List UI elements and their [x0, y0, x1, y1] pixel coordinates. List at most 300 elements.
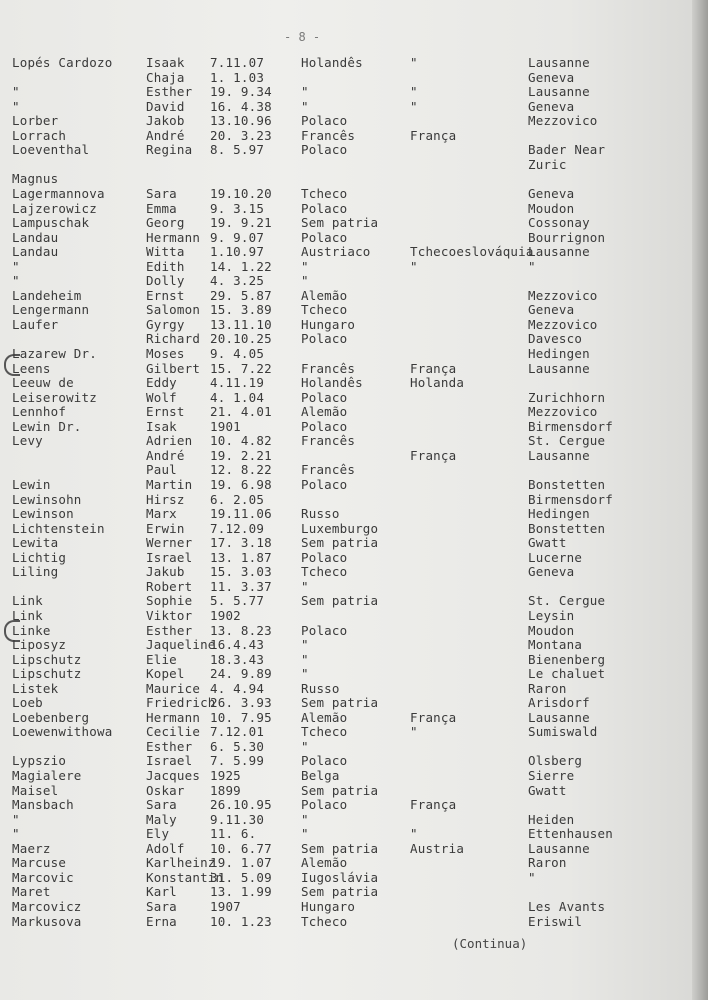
cell-name: Lewita	[12, 535, 59, 551]
list-row	[0, 187, 700, 201]
list-row	[0, 100, 700, 114]
list-row	[0, 885, 700, 899]
cell-first: Gyrgy	[146, 316, 185, 332]
list-row	[0, 856, 700, 870]
cell-date: 1902	[210, 607, 241, 623]
cell-place: Ettenhausen	[528, 826, 613, 842]
cell-date: 10. 4.82	[210, 433, 272, 449]
list-row	[0, 434, 700, 448]
cell-place: Eriswil	[528, 913, 583, 929]
cell-name: Loewenwithowa	[12, 724, 113, 740]
cell-date: 15. 7.22	[210, 360, 272, 376]
cell-first: Erna	[146, 913, 177, 929]
cell-first: Salomon	[146, 302, 201, 318]
cell-nat: Polaco	[301, 200, 348, 216]
cell-first: Hermann	[146, 229, 201, 245]
cell-date: 5. 5.77	[210, 593, 265, 609]
list-row	[0, 507, 700, 521]
cell-date: 10. 1.23	[210, 913, 272, 929]
cell-date: 26. 3.93	[210, 695, 272, 711]
cell-date: 1. 1.03	[210, 69, 265, 85]
cell-place: Cossonay	[528, 215, 590, 231]
cell-date: 11. 3.37	[210, 578, 272, 594]
cell-name: Lajzerowicz	[12, 200, 97, 216]
cell-nat: "	[301, 258, 309, 274]
cell-first: Robert	[146, 578, 193, 594]
page-number: - 8 -	[284, 30, 321, 44]
list-row	[0, 245, 700, 259]
cell-date: 21. 4.01	[210, 404, 272, 420]
list-row	[0, 580, 700, 594]
cell-date: 15. 3.03	[210, 564, 272, 580]
cell-place: Raron	[528, 855, 567, 871]
cell-nat: Polaco	[301, 229, 348, 245]
cell-place: Olsberg	[528, 753, 583, 769]
cell-name: Magnus	[12, 171, 59, 187]
cell-nat: Belga	[301, 768, 340, 783]
cell-nat: Polaco	[301, 331, 348, 347]
cell-name: Markusova	[12, 913, 82, 929]
cell-date: 19.10.20	[210, 186, 272, 201]
cell-name: Lennhof	[12, 404, 67, 420]
cell-via: Austria	[410, 840, 465, 856]
cell-date: 7. 5.99	[210, 753, 265, 769]
list-row	[0, 172, 700, 186]
cell-date: 1925	[210, 768, 241, 783]
cell-first: Karlheinz	[146, 855, 216, 871]
cell-name: Lengermann	[12, 302, 90, 318]
cell-date: 13. 8.23	[210, 622, 272, 638]
cell-nat: Polaco	[301, 797, 348, 813]
cell-first: Emma	[146, 200, 177, 216]
cell-nat: Alemão	[301, 709, 348, 725]
cell-name: Marcuse	[12, 855, 67, 871]
cell-first: Gilbert	[146, 360, 201, 376]
cell-nat: Austriaco	[301, 244, 371, 260]
cell-name: Leeuw de	[12, 375, 74, 391]
cell-first: Marx	[146, 506, 177, 522]
cell-nat: Sem patria	[301, 215, 379, 231]
list-row	[0, 420, 700, 434]
cell-place: Lausanne	[528, 244, 590, 260]
cell-nat: "	[301, 651, 309, 667]
cell-date: 17. 3.18	[210, 535, 272, 551]
cell-name: Lewinsohn	[12, 491, 82, 507]
cell-date: 10. 7.95	[210, 709, 272, 725]
cell-name: Lorber	[12, 113, 59, 129]
cell-first: Israel	[146, 753, 193, 769]
cell-place: Mezzovico	[528, 404, 598, 420]
cell-name: Lampuschak	[12, 215, 90, 231]
cell-place: St. Cergue	[528, 433, 606, 449]
cell-first: Martin	[146, 477, 193, 492]
cell-name: Magialere	[12, 768, 82, 783]
list-row	[0, 725, 700, 739]
list-row	[0, 478, 700, 492]
cell-place: Hedingen	[528, 506, 590, 522]
cell-first: Oskar	[146, 782, 185, 798]
cell-first: Adolf	[146, 840, 185, 856]
cell-name: Landau	[12, 229, 59, 245]
cell-place: Bader Near	[528, 142, 606, 158]
cell-first: Israel	[146, 549, 193, 565]
cell-first: Sophie	[146, 593, 193, 609]
cell-date: 7.12.01	[210, 724, 265, 740]
cell-first: Elie	[146, 651, 177, 667]
cell-place: Sumiswald	[528, 724, 598, 740]
cell-date: 31. 5.09	[210, 869, 272, 885]
list-row	[0, 798, 700, 812]
cell-date: 13.10.96	[210, 113, 272, 129]
cell-nat: Polaco	[301, 477, 348, 492]
cell-date: 18.3.43	[210, 651, 265, 667]
cell-first: Sara	[146, 898, 177, 914]
cell-date: 11. 6.	[210, 826, 257, 842]
cell-date: 4. 4.94	[210, 680, 265, 696]
cell-place: Moudon	[528, 622, 575, 638]
list-row	[0, 493, 700, 507]
list-row	[0, 565, 700, 579]
cell-date: 19. 1.07	[210, 855, 272, 871]
cell-first: Ely	[146, 826, 170, 842]
cell-place: Lausanne	[528, 84, 590, 100]
list-row	[0, 449, 700, 463]
cell-date: 29. 5.87	[210, 287, 272, 303]
cell-nat: Sem patria	[301, 840, 379, 856]
cell-date: 19. 2.21	[210, 447, 272, 463]
cell-date: 24. 9.89	[210, 666, 272, 682]
list-row	[0, 813, 700, 827]
list-row	[0, 114, 700, 128]
cell-place: Geneva	[528, 98, 575, 114]
list-row	[0, 332, 700, 346]
cell-first: Regina	[146, 142, 193, 158]
cell-first: Dolly	[146, 273, 185, 289]
cell-name: Lopés Cardozo	[12, 55, 113, 70]
cell-first: Richard	[146, 331, 201, 347]
cell-nat: Tcheco	[301, 724, 348, 740]
cell-place: Lausanne	[528, 360, 590, 376]
cell-date: 1899	[210, 782, 241, 798]
cell-place: Lucerne	[528, 549, 583, 565]
cell-via: "	[410, 258, 418, 274]
list-row	[0, 129, 700, 143]
list-row	[0, 376, 700, 390]
list-row	[0, 682, 700, 696]
cell-name: Maret	[12, 884, 51, 900]
cell-place: Heiden	[528, 811, 575, 827]
cell-via: França	[410, 127, 457, 143]
cell-date: 7.11.07	[210, 55, 265, 70]
cell-place: Gwatt	[528, 782, 567, 798]
cell-nat: Francês	[301, 433, 356, 449]
list-row	[0, 667, 700, 681]
cell-date: 9. 4.05	[210, 346, 265, 361]
cell-first: Werner	[146, 535, 193, 551]
cell-date: 19. 6.98	[210, 477, 272, 492]
cell-via: França	[410, 360, 457, 376]
cell-name: Lagermannova	[12, 186, 105, 201]
list-row	[0, 85, 700, 99]
cell-place: Mezzovico	[528, 316, 598, 332]
cell-first: Hirsz	[146, 491, 185, 507]
cell-place: Leysin	[528, 607, 575, 623]
cell-place: Sierre	[528, 768, 575, 783]
list-row	[0, 274, 700, 288]
cell-first: Eddy	[146, 375, 177, 391]
cell-place: Lausanne	[528, 840, 590, 856]
cell-place: Bienenberg	[528, 651, 606, 667]
cell-nat: Polaco	[301, 113, 348, 129]
cell-first: Maurice	[146, 680, 201, 696]
cell-date: 13. 1.99	[210, 884, 272, 900]
cell-name: Lichtenstein	[12, 520, 105, 536]
cell-place: Gwatt	[528, 535, 567, 551]
cell-via: "	[410, 55, 418, 70]
cell-name: Landau	[12, 244, 59, 260]
cell-name: "	[12, 84, 20, 100]
cell-name: Link	[12, 607, 43, 623]
cell-nat: Sem patria	[301, 593, 379, 609]
cell-place: Lausanne	[528, 55, 590, 70]
cell-date: 12. 8.22	[210, 462, 272, 478]
cell-via: "	[410, 84, 418, 100]
cell-place: St. Cergue	[528, 593, 606, 609]
cell-nat: "	[301, 98, 309, 114]
cell-first: Esther	[146, 738, 193, 754]
cell-name: "	[12, 258, 20, 274]
list-row	[0, 522, 700, 536]
cell-nat: Tcheco	[301, 913, 348, 929]
list-row	[0, 56, 700, 70]
cell-name: "	[12, 273, 20, 289]
cell-place: Geneva	[528, 69, 575, 85]
cell-name: Landeheim	[12, 287, 82, 303]
cell-name: Mansbach	[12, 797, 74, 813]
cell-name: Lipschutz	[12, 666, 82, 682]
cell-place: Les Avants	[528, 898, 606, 914]
cell-nat: "	[301, 637, 309, 652]
cell-date: 26.10.95	[210, 797, 272, 813]
cell-first: Sara	[146, 186, 177, 201]
cell-name: Maerz	[12, 840, 51, 856]
cell-via: França	[410, 447, 457, 463]
cell-nat: Tcheco	[301, 564, 348, 580]
cell-name: Lewin Dr.	[12, 418, 82, 434]
cell-first: Moses	[146, 346, 185, 361]
list-row	[0, 405, 700, 419]
cell-name: Listek	[12, 680, 59, 696]
cell-nat: Francês	[301, 360, 356, 376]
list-row	[0, 463, 700, 477]
cell-date: 6. 5.30	[210, 738, 265, 754]
cell-place: Le chaluet	[528, 666, 606, 682]
cell-date: 19. 9.21	[210, 215, 272, 231]
cell-name: Levy	[12, 433, 43, 449]
cell-place: Geneva	[528, 564, 575, 580]
cell-date: 19.11.06	[210, 506, 272, 522]
cell-first: Erwin	[146, 520, 185, 536]
cell-nat: Sem patria	[301, 535, 379, 551]
cell-first: Wolf	[146, 389, 177, 405]
cell-first: Maly	[146, 811, 177, 827]
cell-date: 7.12.09	[210, 520, 265, 536]
cell-first: Jaqueline	[146, 637, 216, 652]
cell-nat: Sem patria	[301, 884, 379, 900]
cell-nat: Francês	[301, 127, 356, 143]
cell-first: Cecilie	[146, 724, 201, 740]
list-row	[0, 740, 700, 754]
list-row	[0, 202, 700, 216]
cell-place: Davesco	[528, 331, 583, 347]
cell-nat: Russo	[301, 680, 340, 696]
list-row	[0, 653, 700, 667]
cell-nat: Polaco	[301, 142, 348, 158]
list-row	[0, 347, 700, 361]
list-row	[0, 71, 700, 85]
cell-via: Holanda	[410, 375, 465, 391]
cell-place: Bourrignon	[528, 229, 606, 245]
cell-date: 1901	[210, 418, 241, 434]
cell-date: 9. 9.07	[210, 229, 265, 245]
cell-nat: "	[301, 826, 309, 842]
cell-name: Lewinson	[12, 506, 74, 522]
list-row	[0, 754, 700, 768]
cell-first: Hermann	[146, 709, 201, 725]
cell-date: 19. 9.34	[210, 84, 272, 100]
cell-nat: Holandês	[301, 55, 363, 70]
cell-name: Marcovicz	[12, 898, 82, 914]
cell-date: 16.4.43	[210, 637, 265, 652]
cell-date: 9. 3.15	[210, 200, 265, 216]
cell-nat: Polaco	[301, 622, 348, 638]
cell-place: Geneva	[528, 302, 575, 318]
cell-first: André	[146, 447, 185, 463]
cell-place: Montana	[528, 637, 583, 652]
cell-name: Loeb	[12, 695, 43, 711]
cell-place: Bonstetten	[528, 520, 606, 536]
list-row	[0, 827, 700, 841]
cell-nat: Tcheco	[301, 186, 348, 201]
cell-nat: "	[301, 578, 309, 594]
cell-nat: Holandês	[301, 375, 363, 391]
cell-nat: "	[301, 811, 309, 827]
cell-nat: "	[301, 738, 309, 754]
cell-place: Mezzovico	[528, 287, 598, 303]
list-row	[0, 536, 700, 550]
cell-via: Tchecoeslováquia	[410, 244, 534, 260]
cell-place: "	[528, 869, 536, 885]
cell-nat: Iugoslávia	[301, 869, 379, 885]
cell-place: Arisdorf	[528, 695, 590, 711]
list-row	[0, 551, 700, 565]
list-row	[0, 303, 700, 317]
list-row	[0, 260, 700, 274]
cell-first: Esther	[146, 84, 193, 100]
cell-first: Karl	[146, 884, 177, 900]
cell-place: Mezzovico	[528, 113, 598, 129]
cell-place: Birmensdorf	[528, 491, 613, 507]
cell-first: Viktor	[146, 607, 193, 623]
cell-place: Bonstetten	[528, 477, 606, 492]
cell-name: Maisel	[12, 782, 59, 798]
cell-first: Chaja	[146, 69, 185, 85]
cell-date: 4. 3.25	[210, 273, 265, 289]
list-row	[0, 216, 700, 230]
cell-place: Zurichhorn	[528, 389, 606, 405]
cell-first: Jacques	[146, 768, 201, 783]
cell-first: Jakub	[146, 564, 185, 580]
cell-first: Edith	[146, 258, 185, 274]
cell-name: Liling	[12, 564, 59, 580]
cell-first: Isaak	[146, 55, 185, 70]
cell-first: Sara	[146, 797, 177, 813]
cell-place: Birmensdorf	[528, 418, 613, 434]
cell-date: 1907	[210, 898, 241, 914]
cell-first: Kopel	[146, 666, 185, 682]
list-row	[0, 638, 700, 652]
cell-first: Friedrich	[146, 695, 216, 711]
cell-place: Zuric	[528, 156, 567, 172]
cell-via: França	[410, 709, 457, 725]
cell-name: Lorrach	[12, 127, 67, 143]
list-row	[0, 158, 700, 172]
cell-first: Paul	[146, 462, 177, 478]
cell-nat: "	[301, 666, 309, 682]
list-row	[0, 143, 700, 157]
cell-name: Linke	[12, 622, 51, 638]
cell-first: Esther	[146, 622, 193, 638]
cell-nat: Polaco	[301, 418, 348, 434]
cell-first: Ernst	[146, 404, 185, 420]
cell-first: David	[146, 98, 185, 114]
list-row	[0, 915, 700, 929]
cell-nat: "	[301, 273, 309, 289]
continua-note: (Continua)	[452, 936, 528, 951]
cell-via: "	[410, 98, 418, 114]
cell-date: 4.11.19	[210, 375, 265, 391]
cell-nat: Alemão	[301, 855, 348, 871]
cell-name: Lewin	[12, 477, 51, 492]
cell-nat: Francês	[301, 462, 356, 478]
cell-place: Raron	[528, 680, 567, 696]
cell-name: Laufer	[12, 316, 59, 332]
cell-place: Lausanne	[528, 447, 590, 463]
cell-first: Adrien	[146, 433, 193, 449]
cell-nat: Polaco	[301, 549, 348, 565]
cell-name: Leens	[12, 360, 51, 376]
cell-date: 16. 4.38	[210, 98, 272, 114]
list-row	[0, 900, 700, 914]
cell-nat: Polaco	[301, 753, 348, 769]
cell-nat: Russo	[301, 506, 340, 522]
cell-date: 20. 3.23	[210, 127, 272, 143]
cell-first: Jakob	[146, 113, 185, 129]
list-row	[0, 842, 700, 856]
cell-nat: Sem patria	[301, 695, 379, 711]
cell-name: Liposyz	[12, 637, 67, 652]
cell-name: "	[12, 826, 20, 842]
cell-first: Isak	[146, 418, 177, 434]
cell-nat: Luxemburgo	[301, 520, 379, 536]
cell-date: 1.10.97	[210, 244, 265, 260]
list-row	[0, 711, 700, 725]
cell-nat: Alemão	[301, 404, 348, 420]
cell-date: 10. 6.77	[210, 840, 272, 856]
list-row	[0, 318, 700, 332]
cell-place: Lausanne	[528, 709, 590, 725]
cell-nat: Hungaro	[301, 898, 356, 914]
